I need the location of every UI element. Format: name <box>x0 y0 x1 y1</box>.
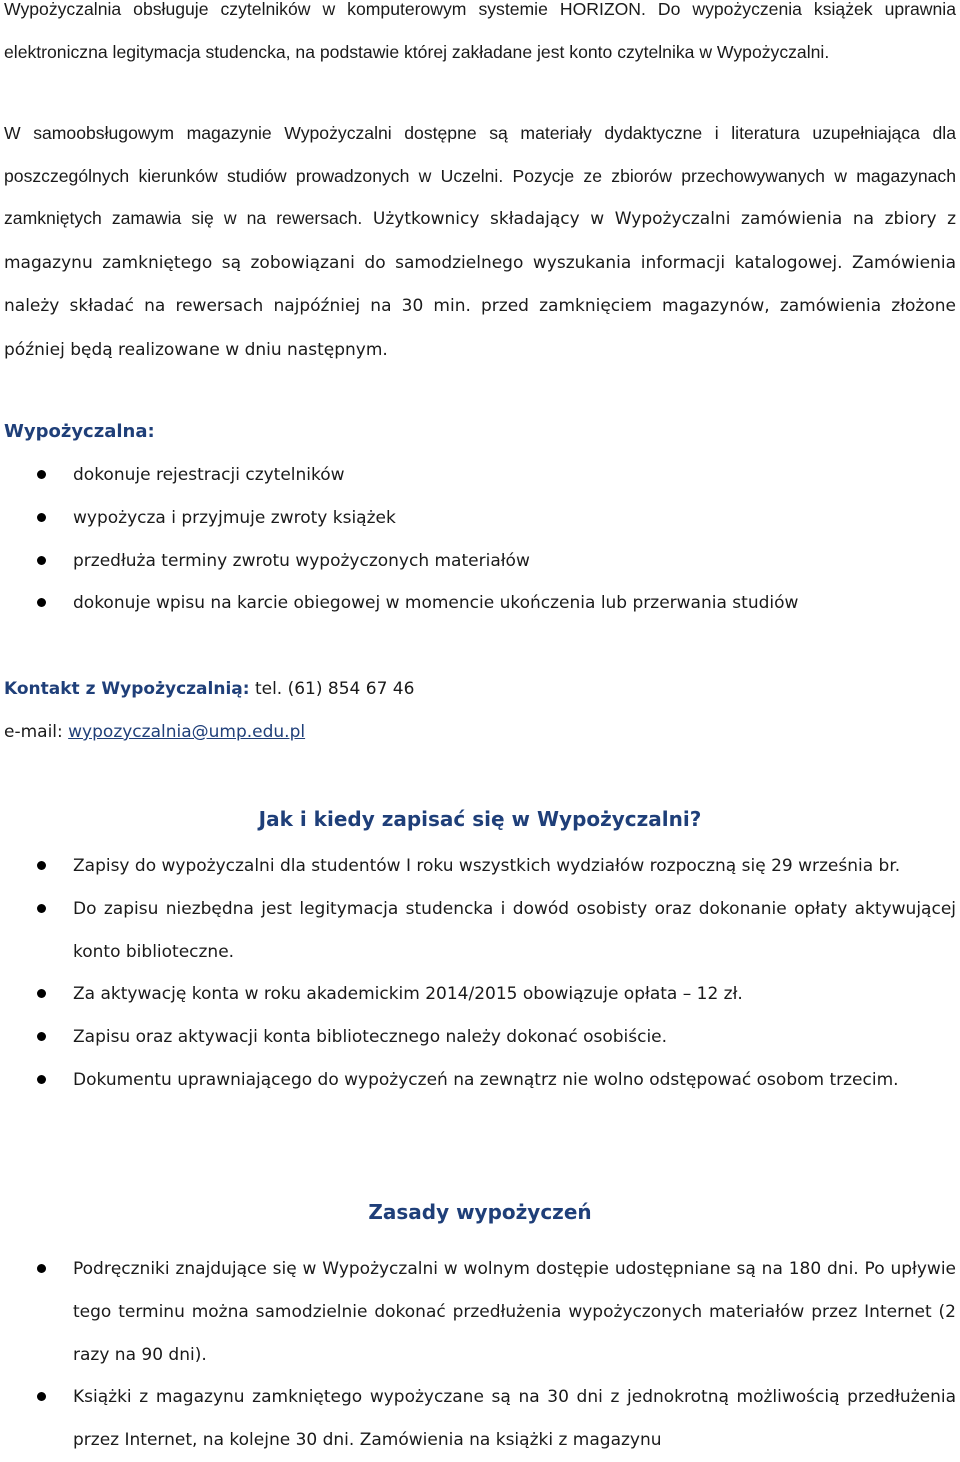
list-item: Do zapisu niezbędna jest legitymacja studencka i dowód osobisty oraz dokonanie opłaty aktywującej konto biblioteczne. <box>4 888 956 974</box>
list-item: Podręczniki znajdujące się w Wypożyczalni w wolnym dostępie udostępniane są na 180 dni. Po upływie tego terminu można samodzielnie dokonać przedłużenia wypożyczonych materiałów przez Internet (2 razy na 90 dni). <box>4 1248 956 1376</box>
email-line <box>4 717 956 747</box>
list-item: przedłuża terminy zwrotu wypożyczonych materiałów <box>4 540 956 583</box>
email-link[interactable]: wypozyczalnia@ump.edu.pl <box>68 722 306 742</box>
bullet-icon <box>37 598 46 607</box>
list-item: Za aktywację konta w roku akademickim 2014/2015 obowiązuje opłata – 12 zł. <box>4 973 956 1016</box>
contact-phone: tel. (61) 854 67 46 <box>249 679 415 699</box>
bullet-icon <box>37 861 46 870</box>
duties-list <box>4 454 956 625</box>
contact-line <box>4 674 956 704</box>
list-item: dokonuje rejestracji czytelników <box>4 454 956 497</box>
list-item: dokonuje wpisu na karcie obiegowej w momencie ukończenia lub przerwania studiów <box>4 582 956 625</box>
signup-heading: Jak i kiedy zapisać się w Wypożyczalni? <box>258 807 702 831</box>
email-label: e-mail: <box>4 722 69 742</box>
bullet-icon <box>37 556 46 565</box>
contact-label: Kontakt z Wypożyczalnią: <box>4 679 250 699</box>
intro-paragraph-1: Wypożyczalnia obsługuje czytelników w komputerowym systemie HORIZON. Do wypożyczenia książek uprawnia elektroniczna legitymacja studencka, na podstawie której zakładane jest konto czytelnika w Wypożyczalni. <box>4 0 956 62</box>
list-item: wypożycza i przyjmuje zwroty książek <box>4 497 956 540</box>
bullet-icon <box>37 513 46 522</box>
bullet-icon <box>37 1392 46 1401</box>
list-item: Dokumentu uprawniającego do wypożyczeń na zewnątrz nie wolno odstępować osobom trzecim. <box>4 1059 956 1102</box>
rules-heading: Zasady wypożyczeń <box>368 1200 592 1224</box>
rules-list <box>4 1248 956 1462</box>
list-item: Zapisu oraz aktywacji konta bibliotecznego należy dokonać osobiście. <box>4 1016 956 1059</box>
bullet-icon <box>37 904 46 913</box>
list-item: Zapisy do wypożyczalni dla studentów I roku wszystkich wydziałów rozpoczną się 29 września br. <box>4 845 956 888</box>
signup-list <box>4 845 956 1102</box>
bullet-icon <box>37 470 46 479</box>
intro-paragraph-2b: Użytkownicy składający w Wypożyczalni zamówienia na zbiory z magazynu zamkniętego są zobowiązani do samodzielnego wyszukania informacji katalogowej. Zamówienia należy składać na rewersach najpóźniej na 30 min. przed zamknięciem magazynów, zamówienia złożone później będą realizowane w dniu następnym. <box>4 209 957 360</box>
bullet-icon <box>37 1075 46 1084</box>
bullet-icon <box>37 1264 46 1273</box>
intro-paragraph-2 <box>4 112 956 371</box>
list-item: Książki z magazynu zamkniętego wypożyczane są na 30 dni z jednokrotną możliwością przedłużenia przez Internet, na kolejne 30 dni. Zamówienia na książki z magazynu <box>4 1376 956 1462</box>
duties-heading: Wypożyczalna: <box>4 421 155 442</box>
bullet-icon <box>37 989 46 998</box>
bullet-icon <box>37 1032 46 1041</box>
intro-paragraph-2a: W samoobsługowym magazynie Wypożyczalni dostępne są materiały dydaktyczne i literatura uzupełniająca dla poszczególnych kierunków studiów prowadzonych w Uczelni. Pozycje ze zbiorów przechowywanych w magazynach zamkniętych zamawia się w na rewersach. <box>4 123 956 228</box>
